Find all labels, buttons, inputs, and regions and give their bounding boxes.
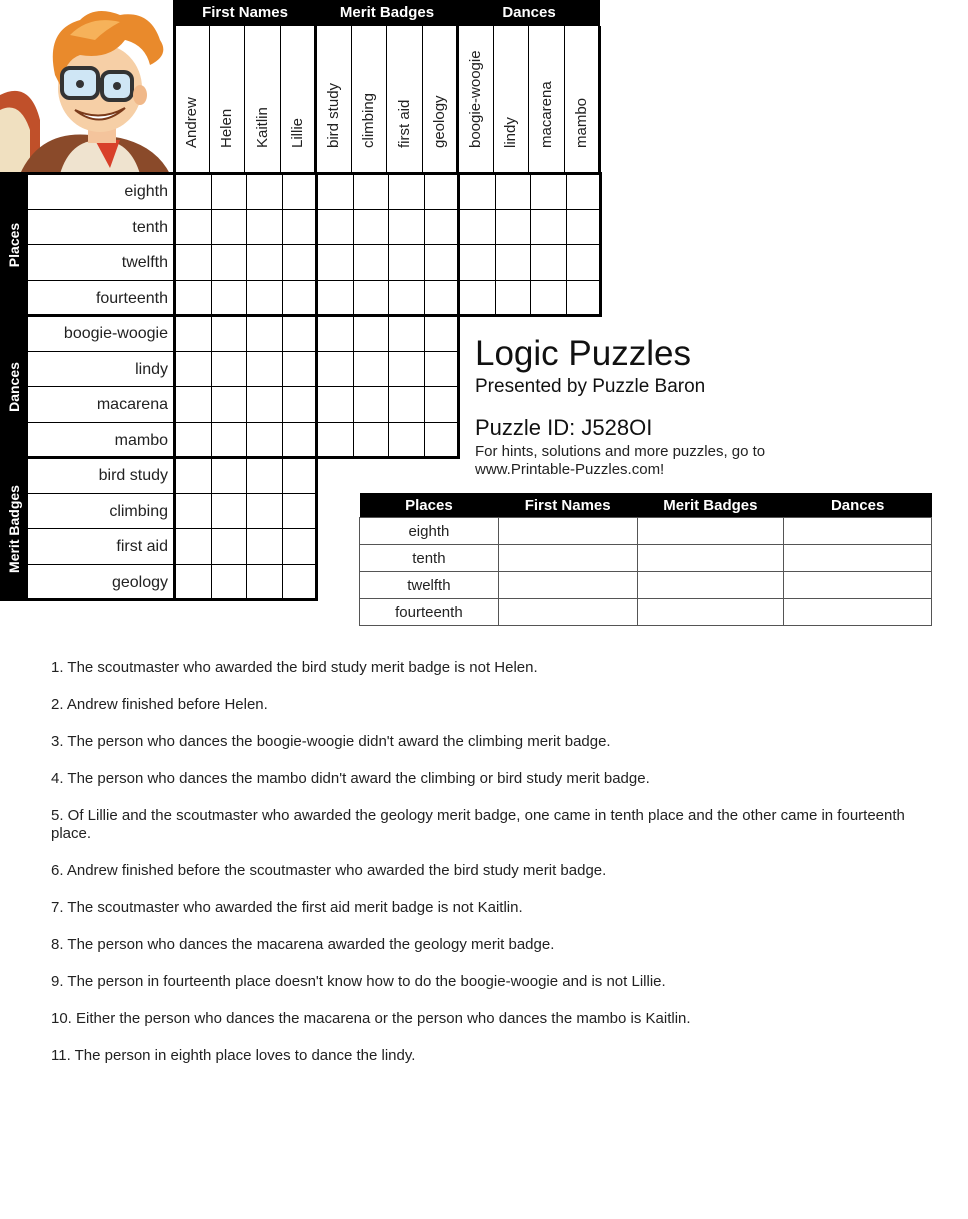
answer-table-row (360, 518, 932, 545)
grid-cell[interactable] (247, 174, 283, 210)
grid-cell[interactable] (389, 387, 425, 423)
grid-cell[interactable] (425, 423, 461, 459)
row-label: twelfth (28, 245, 174, 281)
row-label: climbing (28, 494, 174, 530)
grid-cell[interactable] (318, 210, 354, 246)
grid-cell[interactable] (425, 210, 461, 246)
grid-cell[interactable] (247, 494, 283, 530)
grid-cell[interactable] (318, 174, 354, 210)
col-group-header-merit-badges: Merit Badges (316, 0, 458, 26)
answer-table-body (360, 518, 932, 626)
grid-cell[interactable] (389, 210, 425, 246)
grid-cell[interactable] (318, 281, 354, 317)
grid-cell[interactable] (531, 281, 567, 317)
grid-cell[interactable] (176, 423, 212, 459)
grid-cell[interactable] (318, 352, 354, 388)
clue-item: 2. Andrew finished before Helen. (51, 696, 268, 713)
column-header-label: mambo (573, 97, 591, 148)
column-header-label: Helen (218, 108, 236, 148)
grid-cell[interactable] (425, 245, 461, 281)
column-header-cell (245, 26, 281, 174)
grid-cell[interactable] (425, 174, 461, 210)
grid-cell[interactable] (567, 281, 603, 317)
col-group-header-first-names: First Names (174, 0, 316, 26)
grid-cell[interactable] (176, 387, 212, 423)
row-group-label-places: Places (6, 222, 22, 268)
grid-cell[interactable] (354, 174, 390, 210)
column-header-label: boogie-woogie (466, 50, 484, 148)
grid-cell[interactable] (283, 174, 319, 210)
page-title: Logic Puzzles (475, 334, 691, 373)
grid-cell[interactable] (212, 423, 248, 459)
answer-cell[interactable] (498, 545, 637, 572)
column-header-cell (316, 26, 352, 174)
grid-cell[interactable] (496, 210, 532, 246)
answer-table-header: First Names (498, 493, 637, 518)
clue-item: 8. The person who dances the macarena awarded the geology merit badge. (51, 936, 555, 953)
column-header-cell (387, 26, 423, 174)
grid-cell[interactable] (212, 494, 248, 530)
answer-row-label: fourteenth (360, 599, 499, 626)
column-header-label: lindy (502, 117, 520, 148)
row-group-divider (0, 456, 318, 459)
grid-cell[interactable] (283, 316, 319, 352)
grid-cell[interactable] (283, 458, 319, 494)
grid-cell[interactable] (247, 387, 283, 423)
grid-cell[interactable] (354, 352, 390, 388)
column-header-label: bird study (324, 82, 342, 148)
grid-cell[interactable] (460, 174, 496, 210)
clue-item: 10. Either the person who dances the macarena or the person who dances the mambo is Kaitlin. (51, 1010, 691, 1027)
grid-cell[interactable] (496, 174, 532, 210)
row-label: macarena (28, 387, 174, 423)
grid-cell[interactable] (389, 281, 425, 317)
answer-table-row (360, 572, 932, 599)
column-header-cell (174, 26, 210, 174)
grid-cell[interactable] (176, 529, 212, 565)
grid-cell[interactable] (176, 458, 212, 494)
grid-cell[interactable] (354, 423, 390, 459)
block-divider (599, 174, 602, 316)
answer-table-row (360, 599, 932, 626)
answer-cell[interactable] (498, 518, 637, 545)
grid-cell[interactable] (531, 210, 567, 246)
answer-cell[interactable] (637, 518, 784, 545)
block-divider (457, 316, 460, 458)
row-group-bar-places (0, 174, 28, 316)
grid-cell[interactable] (176, 316, 212, 352)
grid-cell[interactable] (389, 316, 425, 352)
row-label: boogie-woogie (28, 316, 174, 352)
clue-item: 6. Andrew finished before the scoutmaster who awarded the bird study merit badge. (51, 862, 607, 879)
grid-cell[interactable] (212, 210, 248, 246)
row-label: lindy (28, 352, 174, 388)
clue-item: 11. The person in eighth place loves to dance the lindy. (51, 1047, 416, 1064)
grid-cell[interactable] (354, 245, 390, 281)
grid-cell[interactable] (212, 174, 248, 210)
grid-cell[interactable] (283, 281, 319, 317)
grid-cell[interactable] (176, 281, 212, 317)
column-header-label: macarena (537, 81, 555, 148)
row-label: geology (28, 565, 174, 601)
column-header-cell (494, 26, 530, 174)
row-group-label-dances: Dances (6, 362, 22, 412)
grid-cell[interactable] (212, 281, 248, 317)
grid-cell[interactable] (531, 174, 567, 210)
column-header-label: geology (431, 95, 449, 148)
grid-cell[interactable] (389, 352, 425, 388)
grid-cell[interactable] (460, 281, 496, 317)
clue-item: 7. The scoutmaster who awarded the first aid merit badge is not Kaitlin. (51, 899, 523, 916)
column-header-cell (458, 26, 494, 174)
page-subtitle: Presented by Puzzle Baron (475, 376, 706, 397)
grid-cell[interactable] (212, 458, 248, 494)
answer-cell[interactable] (784, 572, 932, 599)
grid-cell[interactable] (460, 210, 496, 246)
answer-table-header: Dances (784, 493, 932, 518)
row-label: eighth (28, 174, 174, 210)
answer-cell[interactable] (498, 572, 637, 599)
grid-cell[interactable] (283, 210, 319, 246)
grid-cell[interactable] (212, 387, 248, 423)
answer-row-label: eighth (360, 518, 499, 545)
column-header-left-border (173, 0, 176, 174)
grid-cell[interactable] (318, 423, 354, 459)
column-header-label: Andrew (182, 97, 200, 148)
answer-row-label: twelfth (360, 572, 499, 599)
grid-cell[interactable] (425, 352, 461, 388)
grid-cell[interactable] (247, 352, 283, 388)
clue-list (51, 659, 921, 1084)
grid-cell[interactable] (389, 423, 425, 459)
grid-cell[interactable] (354, 210, 390, 246)
puzzle-id: Puzzle ID: J528OI (475, 415, 653, 440)
grid-cell[interactable] (247, 281, 283, 317)
grid-cell[interactable] (425, 316, 461, 352)
grid-cell[interactable] (460, 245, 496, 281)
grid-cell[interactable] (212, 352, 248, 388)
block-divider (173, 316, 176, 458)
row-label: fourteenth (28, 281, 174, 317)
grid-cell[interactable] (318, 245, 354, 281)
hint-link[interactable]: www.Printable-Puzzles.com! (475, 461, 665, 478)
grid-cell[interactable] (354, 316, 390, 352)
mascot-illustration (0, 0, 174, 174)
grid-cell[interactable] (389, 174, 425, 210)
column-header-label: Lillie (289, 117, 307, 148)
grid-cell[interactable] (354, 281, 390, 317)
answer-cell[interactable] (784, 545, 932, 572)
row-group-divider (0, 314, 460, 317)
grid-cell[interactable] (176, 245, 212, 281)
row-group-bar-dances (0, 316, 28, 458)
grid-cell[interactable] (176, 565, 212, 601)
answer-cell[interactable] (784, 518, 932, 545)
answer-table (359, 493, 932, 626)
grid-cell[interactable] (283, 494, 319, 530)
answer-cell[interactable] (637, 545, 784, 572)
column-header-cell (210, 26, 246, 174)
grid-cell[interactable] (247, 458, 283, 494)
grid-cell[interactable] (354, 387, 390, 423)
grid-cell[interactable] (283, 387, 319, 423)
answer-table-header: Merit Badges (637, 493, 784, 518)
clue-item: 3. The person who dances the boogie-woogie didn't award the climbing merit badge. (51, 733, 611, 750)
grid-cell[interactable] (389, 245, 425, 281)
block-divider (457, 174, 460, 316)
row-group-bar-merit-badges (0, 458, 28, 600)
row-label: mambo (28, 423, 174, 459)
grid-cell[interactable] (496, 281, 532, 317)
grid-cell[interactable] (247, 423, 283, 459)
row-group-bottom-border (0, 598, 318, 601)
grid-cell[interactable] (247, 565, 283, 601)
grid-cell[interactable] (567, 245, 603, 281)
answer-cell[interactable] (637, 599, 784, 626)
column-header-cell (352, 26, 388, 174)
clue-item: 1. The scoutmaster who awarded the bird study merit badge is not Helen. (51, 659, 538, 676)
grid-cell[interactable] (176, 174, 212, 210)
grid-cell[interactable] (247, 245, 283, 281)
block-divider (173, 458, 176, 600)
block-divider (315, 316, 318, 458)
grid-cell[interactable] (176, 352, 212, 388)
block-divider (173, 174, 176, 316)
clue-item: 4. The person who dances the mambo didn't award the climbing or bird study merit badge. (51, 770, 650, 787)
row-label: first aid (28, 529, 174, 565)
column-header-cell (529, 26, 565, 174)
grid-cell[interactable] (247, 210, 283, 246)
column-group-divider (598, 26, 601, 174)
grid-cell[interactable] (247, 529, 283, 565)
answer-row-label: tenth (360, 545, 499, 572)
answer-cell[interactable] (498, 599, 637, 626)
grid-cell[interactable] (212, 565, 248, 601)
answer-table-header: Places (360, 493, 499, 518)
row-label: tenth (28, 210, 174, 246)
column-header-cell (423, 26, 459, 174)
answer-cell[interactable] (637, 572, 784, 599)
row-label: bird study (28, 458, 174, 494)
grid-cell[interactable] (425, 281, 461, 317)
grid-cell[interactable] (283, 529, 319, 565)
grid-cell[interactable] (318, 316, 354, 352)
column-header-cell (281, 26, 317, 174)
column-header-label: Kaitlin (253, 107, 271, 148)
row-group-label-merit-badges: Merit Badges (6, 485, 23, 573)
hint-line-1: For hints, solutions and more puzzles, go to (475, 443, 766, 460)
column-header-cell (565, 26, 601, 174)
grid-cell[interactable] (567, 174, 603, 210)
block-divider (315, 458, 318, 600)
grid-cell[interactable] (425, 387, 461, 423)
answer-cell[interactable] (784, 599, 932, 626)
grid-cell[interactable] (496, 245, 532, 281)
row-group-divider (0, 172, 602, 175)
answer-table-header-row (360, 493, 932, 518)
answer-table-row (360, 545, 932, 572)
grid-cell[interactable] (176, 494, 212, 530)
col-group-header-dances: Dances (458, 0, 600, 26)
grid-cell[interactable] (212, 529, 248, 565)
grid-cell[interactable] (283, 565, 319, 601)
grid-cell[interactable] (531, 245, 567, 281)
grid-cell[interactable] (283, 423, 319, 459)
column-header-label: climbing (360, 92, 378, 148)
grid-cell[interactable] (283, 245, 319, 281)
grid-cell[interactable] (318, 387, 354, 423)
clue-item: 9. The person in fourteenth place doesn't know how to do the boogie-woogie and is not Lillie. (51, 973, 666, 990)
grid-cell[interactable] (567, 210, 603, 246)
block-divider (315, 174, 318, 316)
grid-cell[interactable] (247, 316, 283, 352)
column-header-label: first aid (395, 99, 413, 148)
grid-cell[interactable] (212, 316, 248, 352)
clue-item: 5. Of Lillie and the scoutmaster who awarded the geology merit badge, one came in tenth place and the other came in fourteenth place. (51, 807, 905, 842)
grid-cell[interactable] (176, 210, 212, 246)
grid-cell[interactable] (283, 352, 319, 388)
grid-cell[interactable] (212, 245, 248, 281)
